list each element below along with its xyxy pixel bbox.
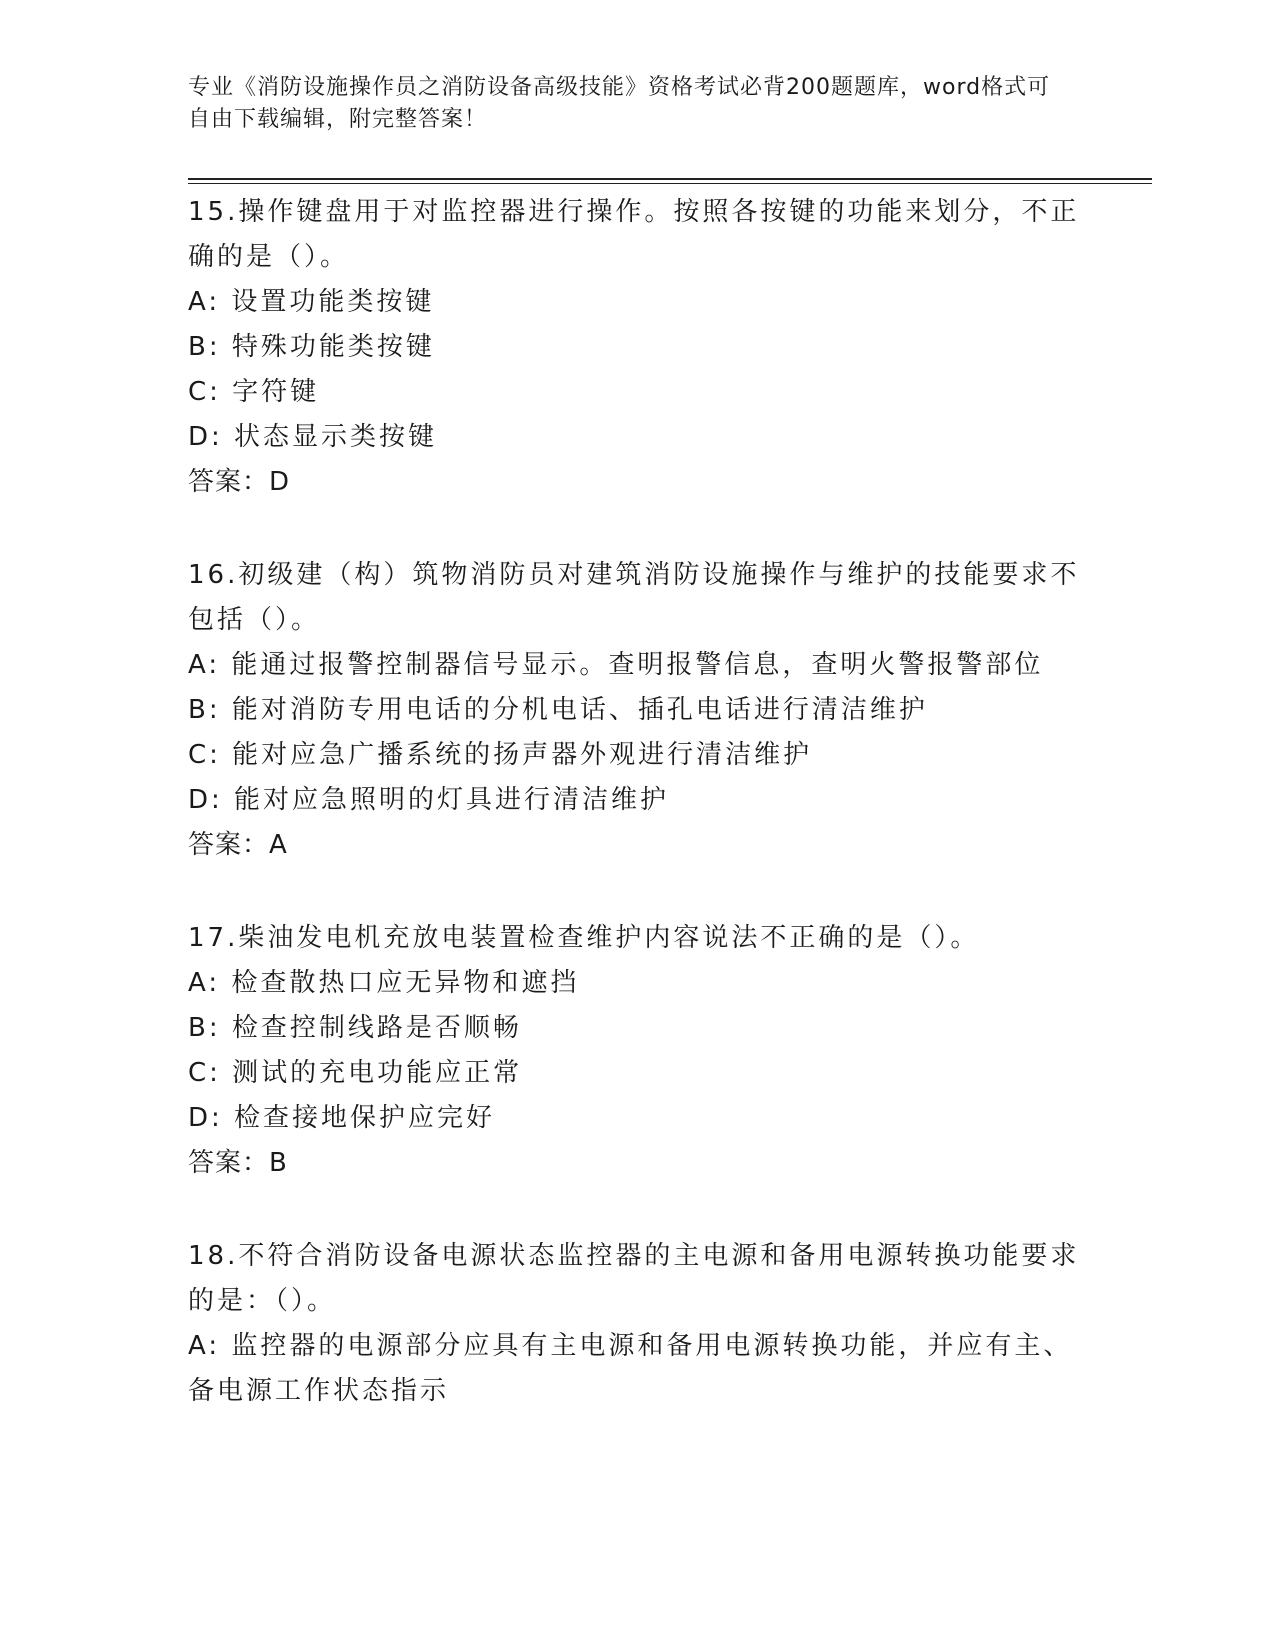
question-gap xyxy=(188,868,1088,916)
option-b: B: 特殊功能类按键 xyxy=(188,332,435,362)
document-header: 专业《消防设施操作员之消防设备高级技能》资格考试必背200题题库，word格式可自由下载编辑，附完整答案！ xyxy=(188,75,1051,132)
option-d: D: 检查接地保护应完好 xyxy=(188,1103,496,1133)
question-stem: 17.柴油发电机充放电装置检查维护内容说法不正确的是（）。 xyxy=(188,923,980,953)
option-a: A: 监控器的电源部分应具有主电源和备用电源转换功能，并应有主、备电源工作状态指示 xyxy=(188,1331,1073,1406)
question-gap xyxy=(188,1186,1088,1234)
question-stem: 18.不符合消防设备电源状态监控器的主电源和备用电源转换功能要求的是：（）。 xyxy=(188,1241,1080,1316)
question-list xyxy=(188,190,1088,1414)
option-a: A: 设置功能类按键 xyxy=(188,287,435,317)
answer: 答案：A xyxy=(188,830,288,860)
option-b: B: 能对消防专用电话的分机电话、插孔电话进行清洁维护 xyxy=(188,695,928,725)
header-rule-thin xyxy=(188,183,1152,184)
option-d: D: 状态显示类按键 xyxy=(188,422,438,452)
answer: 答案：D xyxy=(188,467,291,497)
option-d: D: 能对应急照明的灯具进行清洁维护 xyxy=(188,785,670,815)
option-c: C: 测试的充电功能应正常 xyxy=(188,1058,523,1088)
question-stem: 16.初级建（构）筑物消防员对建筑消防设施操作与维护的技能要求不包括（）。 xyxy=(188,560,1080,635)
option-b: B: 检查控制线路是否顺畅 xyxy=(188,1013,522,1043)
question-gap xyxy=(188,505,1088,553)
option-a: A: 能通过报警控制器信号显示。查明报警信息，查明火警报警部位 xyxy=(188,650,1044,680)
answer: 答案：B xyxy=(188,1148,288,1178)
question-15 xyxy=(188,190,1088,505)
question-18 xyxy=(188,1234,1088,1414)
option-a: A: 检查散热口应无异物和遮挡 xyxy=(188,968,580,998)
option-c: C: 能对应急广播系统的扬声器外观进行清洁维护 xyxy=(188,740,813,770)
question-16 xyxy=(188,553,1088,868)
option-c: C: 字符键 xyxy=(188,377,320,407)
question-17 xyxy=(188,916,1088,1186)
question-stem: 15.操作键盘用于对监控器进行操作。按照各按键的功能来划分，不正确的是（）。 xyxy=(188,197,1080,272)
header-rule-thick xyxy=(188,178,1152,180)
